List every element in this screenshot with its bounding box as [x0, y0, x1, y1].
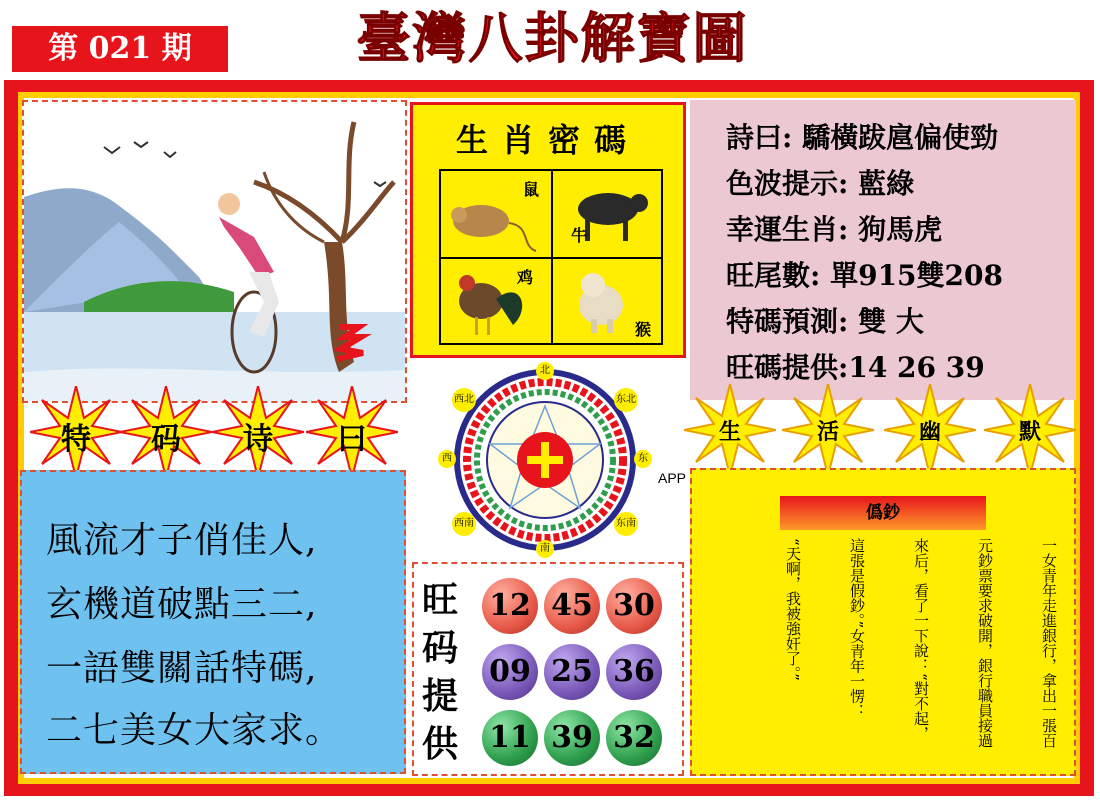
ox-icon [553, 171, 663, 257]
number-ball: 32 [606, 710, 662, 766]
star-label: 幽 [918, 419, 941, 445]
compass-side: 北 [536, 362, 554, 380]
rooster-icon [441, 259, 551, 345]
humor-story-panel [690, 468, 1076, 776]
star-label: 特 [61, 422, 91, 457]
poem-panel [20, 470, 406, 774]
star-label: 码 [151, 422, 181, 457]
story-column: 一女青年走進銀行，拿出一張百 [1040, 538, 1058, 748]
illustration-panel [22, 100, 407, 403]
zodiac-grid [439, 169, 663, 345]
compass-corner: 西北 [452, 388, 476, 412]
star-badge [884, 384, 976, 476]
page-title: 臺灣八卦解寶圖 [356, 6, 749, 70]
star-badge [984, 384, 1076, 476]
star-label: 活 [816, 419, 839, 445]
star-badge [306, 386, 398, 478]
compass-side: 东 [634, 450, 652, 468]
info-lucky-zodiac: 幸運生肖: 狗馬虎 [726, 213, 943, 246]
story-title: 僞鈔 [780, 496, 986, 530]
star-label: 生 [718, 419, 741, 445]
app-text: APP [658, 470, 687, 486]
star-label: 默 [1018, 419, 1041, 445]
poem-line: 一語雙關話特碼, [46, 648, 318, 689]
star-label: 曰 [337, 422, 367, 457]
number-ball: 09 [482, 644, 538, 700]
star-label: 诗 [243, 422, 273, 457]
zodiac-cell-monkey [553, 259, 663, 345]
prediction-info-panel [690, 100, 1076, 400]
compass-side: 南 [536, 540, 554, 558]
story-column: 這張是假鈔。”女青年一愣： [848, 538, 866, 719]
number-ball: 25 [544, 644, 600, 700]
info-tail-numbers: 旺尾數: 單915雙208 [726, 259, 1003, 292]
compass-corner: 西南 [452, 512, 476, 536]
number-ball: 36 [606, 644, 662, 700]
zodiac-label-monkey: 猴 [635, 320, 652, 339]
hot-numbers-panel [412, 562, 684, 776]
zodiac-label-ox: 牛 [571, 226, 588, 245]
zodiac-title: 生肖密碼 [455, 121, 640, 159]
number-ball: 12 [482, 578, 538, 634]
zodiac-label-rat: 鼠 [523, 180, 540, 199]
number-ball: 30 [606, 578, 662, 634]
star-badge [212, 386, 304, 478]
zodiac-cell-rat [441, 171, 551, 257]
star-badge [120, 386, 212, 478]
number-ball: 45 [544, 578, 600, 634]
zodiac-cell-rooster [441, 259, 551, 345]
hot-numbers-label: 旺码提供 [421, 579, 458, 765]
bagua-compass [432, 362, 658, 558]
story-column: 來后，看了一下說：“對不起， [912, 538, 930, 741]
story-column: 元鈔票要求破開，銀行職員接過 [976, 538, 994, 748]
issue-number: 第 021 期 [12, 26, 228, 72]
poem-line: 玄機道破點三二, [46, 584, 318, 625]
story-column: “天啊，我被強奸了。” [784, 538, 802, 681]
zodiac-cell-ox [553, 171, 663, 257]
info-hot-numbers: 旺碼提供:14 26 39 [726, 351, 985, 384]
info-poem: 詩曰: 驕橫跋扈偏使勁 [726, 121, 999, 154]
zodiac-code-panel [410, 102, 686, 358]
star-badge [684, 384, 776, 476]
number-ball: 11 [482, 710, 538, 766]
star-badge [782, 384, 874, 476]
info-color-wave: 色波提示: 藍綠 [726, 167, 915, 200]
compass-corner: 东南 [614, 512, 638, 536]
jump-rope-illustration [24, 102, 405, 401]
compass-side: 西 [438, 450, 456, 468]
star-badge [30, 386, 122, 478]
zodiac-label-rooster: 鸡 [517, 268, 534, 287]
poem-line: 二七美女大家求。 [46, 710, 343, 751]
poem-line: 風流才子俏佳人, [46, 520, 318, 561]
number-ball: 39 [544, 710, 600, 766]
compass-corner: 东北 [614, 388, 638, 412]
info-special-forecast: 特碼預測: 雙 大 [726, 305, 924, 338]
